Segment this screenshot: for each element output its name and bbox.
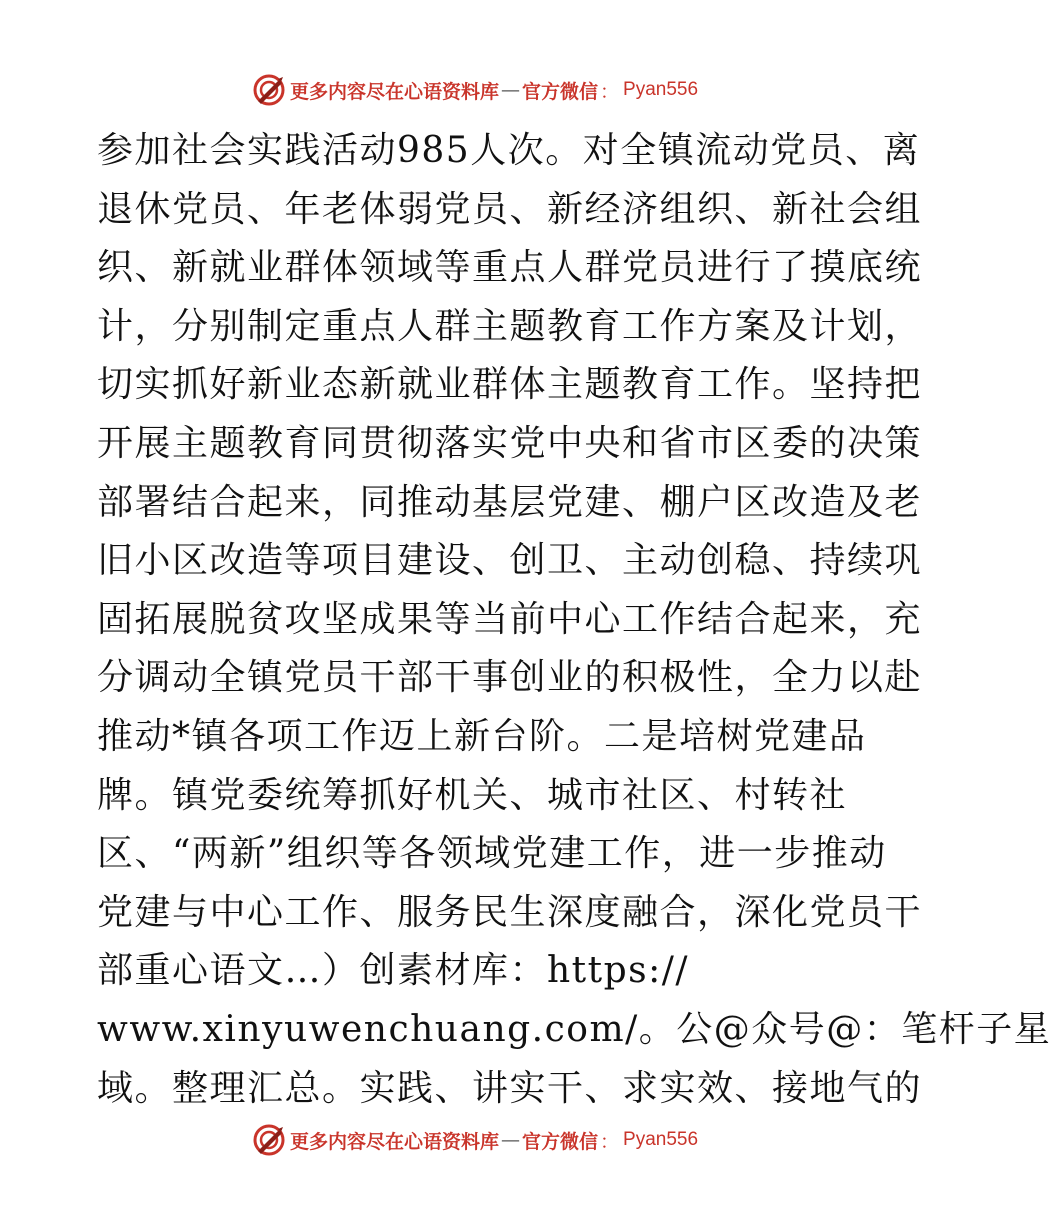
- header-colon: ：: [600, 80, 620, 103]
- text-line: www.xinyuwenchuang.com/。公@众号@：笔杆子星: [97, 1008, 1051, 1050]
- brand-logo-icon: [252, 73, 286, 107]
- text-line: 退休党员、年老体弱党员、新经济组织、新社会组: [97, 188, 923, 230]
- text-line: 参加社会实践活动985人次。对全镇流动党员、离: [97, 130, 921, 171]
- footer-brand-text: 更多内容尽在心语资料库: [289, 1130, 499, 1153]
- text-line: 部重心语文…）创素材库：https://: [97, 950, 690, 992]
- footer-watermark: [0, 1120, 950, 1160]
- header-wechat-account: Pyan556: [623, 79, 699, 100]
- text-line: 分调动全镇党员干部干事创业的积极性，全力以赴: [97, 657, 923, 699]
- footer-wechat-label: 官方微信: [521, 1130, 598, 1153]
- footer-wechat-account: Pyan556: [623, 1129, 699, 1150]
- text-line: 切实抓好新业态新就业群体主题教育工作。坚持把: [97, 364, 923, 406]
- brand-logo-icon: [252, 1123, 286, 1157]
- text-line: 固拓展脱贫攻坚成果等当前中心工作结合起来，充: [97, 598, 923, 640]
- footer-colon: ：: [600, 1130, 620, 1153]
- text-line: 部署结合起来，同推动基层党建、棚户区改造及老: [97, 481, 923, 523]
- text-line: 旧小区改造等项目建设、创卫、主动创稳、持续巩: [97, 540, 923, 582]
- text-line: 织、新就业群体领域等重点人群党员进行了摸底统: [97, 247, 923, 289]
- text-line: 域。整理汇总。实践、讲实干、求实效、接地气的: [97, 1067, 923, 1109]
- footer-separator: —: [500, 1129, 520, 1151]
- text-line: 开展主题教育同贯彻落实党中央和省市区委的决策: [97, 422, 923, 464]
- text-line: 推动*镇各项工作迈上新台阶。二是培树党建品: [97, 715, 867, 757]
- text-line: 党建与中心工作、服务民生深度融合，深化党员干: [97, 891, 923, 933]
- text-line: 计，分别制定重点人群主题教育工作方案及计划，: [97, 305, 923, 347]
- text-line: 牌。镇党委统筹抓好机关、城市社区、村转社: [97, 774, 848, 816]
- body-text: [97, 122, 1051, 1118]
- header-separator: —: [500, 79, 520, 101]
- header-wechat-label: 官方微信: [521, 80, 598, 103]
- text-line: 区、“两新”组织等各领域党建工作，进一步推动: [97, 833, 887, 875]
- header-watermark: [0, 70, 950, 110]
- header-brand-text: 更多内容尽在心语资料库: [289, 80, 499, 103]
